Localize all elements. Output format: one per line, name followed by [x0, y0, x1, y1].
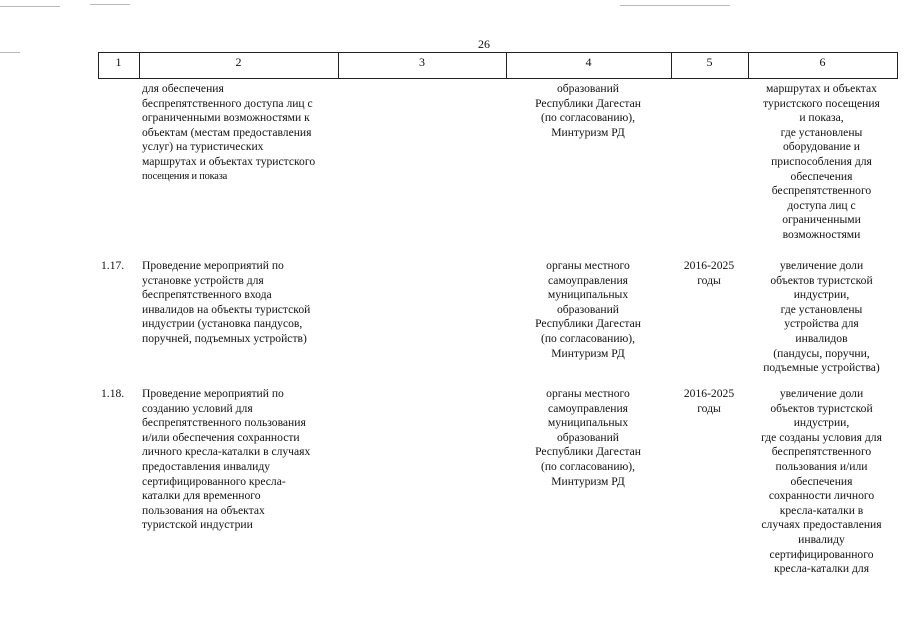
- text-line: увеличение доли: [779, 387, 864, 400]
- text-line: установке устройств для: [142, 273, 264, 287]
- text-line: и показа,: [799, 111, 844, 125]
- scan-artifact: [0, 52, 20, 53]
- scan-artifact: [0, 6, 60, 7]
- text-line: инвалидов: [795, 331, 848, 345]
- text-line: Проведение мероприятий по: [142, 387, 284, 400]
- row-number: 1.18.: [101, 387, 125, 400]
- text-line: самоуправления: [547, 401, 629, 415]
- page-number: 26: [478, 37, 490, 51]
- text-line: (по согласованию),: [540, 331, 636, 345]
- header-col-4: 4: [585, 55, 592, 69]
- row-executor: [508, 259, 668, 361]
- row-period: [674, 387, 744, 416]
- text-line: личного кресла-каталки в случаях: [142, 445, 311, 459]
- row-continued-executor: [508, 82, 668, 140]
- text-line: посещения и показа: [142, 170, 228, 182]
- text-line: обеспечения: [790, 474, 853, 488]
- text-line: подъемные устройства): [763, 361, 880, 375]
- text-line: беспрепятственного доступа лиц с: [142, 96, 313, 110]
- text-line: услуг) на туристических: [142, 140, 264, 154]
- text-line: для обеспечения: [142, 82, 224, 95]
- text-line: Проведение мероприятий по: [142, 259, 284, 272]
- row-result: [749, 259, 894, 376]
- text-line: (пандусы, поручни,: [773, 346, 870, 360]
- header-col-6: 6: [819, 55, 826, 69]
- text-line: ограниченными возможностями к: [142, 111, 310, 125]
- text-line: обеспечения: [790, 169, 853, 183]
- text-line: и/или обеспечения сохранности: [142, 430, 300, 444]
- text-line: пользования и/или: [775, 459, 868, 473]
- header-bottom-rule: [98, 78, 898, 79]
- text-line: где установлены: [780, 125, 863, 139]
- text-line: органы местного: [546, 387, 630, 400]
- row-number: 1.17.: [101, 259, 125, 272]
- text-line: образований: [556, 82, 620, 95]
- text-line: сохранности личного: [768, 489, 875, 503]
- text-line: самоуправления: [547, 273, 629, 287]
- text-line: кресла-каталки для: [773, 562, 870, 576]
- text-line: объектов туристской: [770, 273, 873, 287]
- text-line: Республики Дагестан: [535, 96, 641, 110]
- text-line: индустрии,: [793, 416, 850, 430]
- header-col-2: 2: [235, 55, 242, 69]
- text-line: органы местного: [546, 259, 630, 272]
- col-divider: [897, 52, 898, 78]
- header-top-rule: [98, 52, 898, 53]
- text-line: 2016-2025: [683, 387, 735, 400]
- header-col-1: 1: [115, 55, 122, 69]
- row-executor: [508, 387, 668, 489]
- text-line: 2016-2025: [683, 259, 735, 272]
- text-line: инвалиду: [798, 532, 845, 546]
- text-line: Республики Дагестан: [535, 317, 641, 331]
- text-line: приспособления для: [771, 154, 872, 168]
- text-line: объектов туристской: [770, 401, 873, 415]
- text-line: объектам (местам предоставления: [142, 125, 312, 139]
- text-line: сертифицированного: [769, 547, 874, 561]
- text-line: ограниченными: [782, 213, 861, 227]
- text-line: годы: [697, 273, 721, 287]
- row-description: [142, 259, 337, 347]
- header-col-5: 5: [706, 55, 713, 69]
- text-line: доступа лиц с: [787, 198, 856, 212]
- text-line: индустрии,: [793, 288, 850, 302]
- text-line: возможностями: [782, 227, 861, 241]
- text-line: годы: [697, 401, 721, 415]
- text-line: устройства для: [784, 317, 859, 331]
- text-line: пользования на объектах: [142, 503, 265, 517]
- text-line: поручней, подъемных устройств): [142, 331, 307, 345]
- text-line: случаях предоставления: [761, 518, 882, 532]
- text-line: беспрепятственного: [771, 445, 872, 459]
- text-line: сертифицированного кресла-: [142, 474, 286, 488]
- text-line: где установлены: [780, 302, 863, 316]
- text-line: (по согласованию),: [540, 111, 636, 125]
- row-description: [142, 387, 337, 533]
- row-continued-description: [142, 82, 337, 184]
- header-col-3: 3: [419, 55, 425, 69]
- text-line: увеличение доли: [779, 259, 864, 272]
- text-line: где созданы условия для: [761, 430, 882, 444]
- scan-artifact: [620, 5, 730, 6]
- text-line: Республики Дагестан: [535, 445, 641, 459]
- row-result: [749, 387, 894, 577]
- text-line: образований: [556, 302, 620, 316]
- text-line: образований: [556, 430, 620, 444]
- text-line: туристского посещения: [763, 96, 880, 110]
- row-period: [674, 259, 744, 288]
- row-continued-result: [749, 82, 894, 243]
- text-line: инвалидов на объекты туристской: [142, 302, 311, 316]
- text-line: маршрутах и объектах: [766, 82, 877, 95]
- text-line: оборудование и: [782, 140, 861, 154]
- text-line: муниципальных: [547, 416, 629, 430]
- text-line: Минтуризм РД: [551, 346, 625, 360]
- text-line: созданию условий для: [142, 401, 253, 415]
- text-line: индустрии (установка пандусов,: [142, 317, 303, 331]
- text-line: (по согласованию),: [540, 459, 636, 473]
- text-line: каталки для временного: [142, 489, 261, 503]
- text-line: предоставления инвалиду: [142, 459, 271, 473]
- text-line: Минтуризм РД: [551, 125, 625, 139]
- text-line: беспрепятственного входа: [142, 288, 272, 302]
- text-line: беспрепятственного пользования: [142, 416, 306, 430]
- text-line: муниципальных: [547, 288, 629, 302]
- text-line: маршрутах и объектах туристского: [142, 154, 316, 168]
- text-line: беспрепятственного: [771, 184, 872, 198]
- text-line: Минтуризм РД: [551, 474, 625, 488]
- scan-artifact: [90, 4, 130, 5]
- text-line: туристской индустрии: [142, 518, 253, 532]
- text-line: кресла-каталки в: [779, 503, 864, 517]
